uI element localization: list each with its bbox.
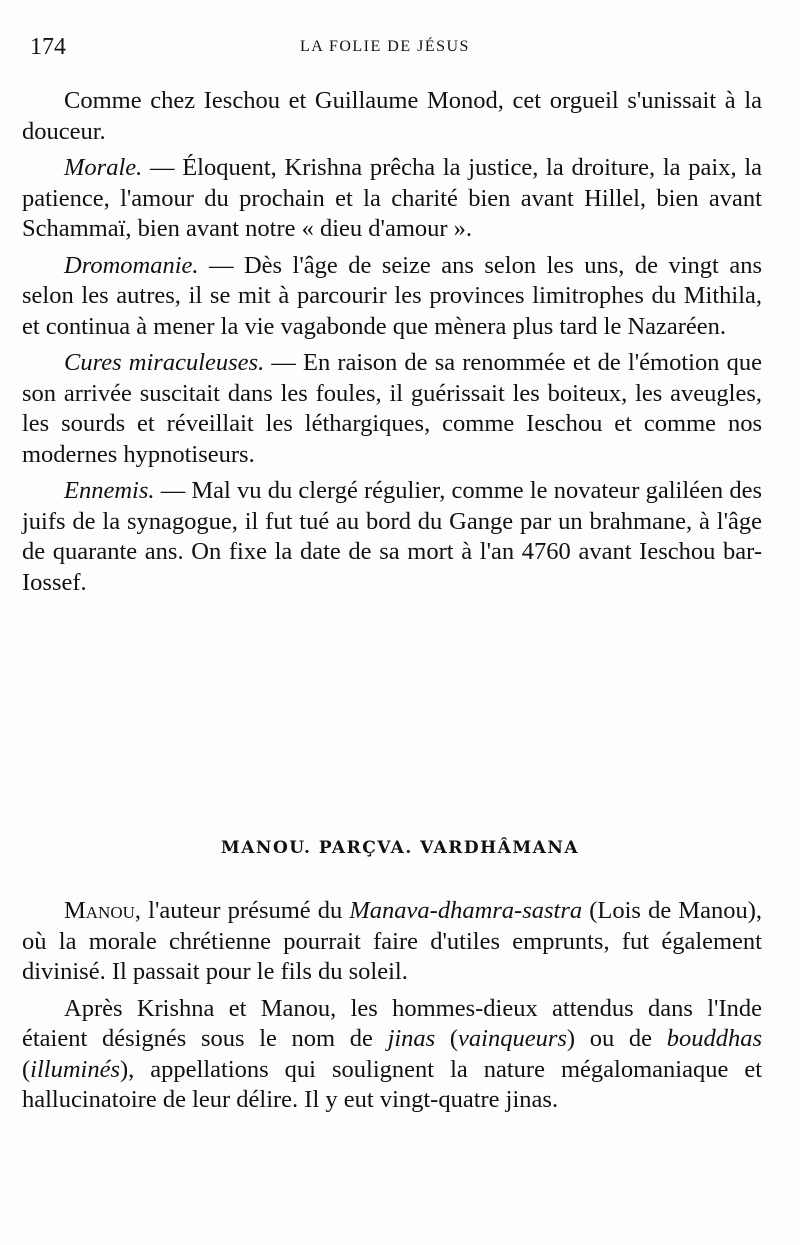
term-illumines: illuminés: [30, 1055, 121, 1083]
paragraph-cures: [22, 348, 762, 470]
page-number: 174: [30, 34, 66, 60]
apres-text-a: Après Krishna et Manou, les hommes-dieux attendus dans l'Inde étaient désignés sous le nom de: [22, 994, 762, 1052]
heading-morale: Morale.: [64, 154, 143, 181]
term-jinas: jinas: [387, 1025, 436, 1052]
heading-ennemis: Ennemis.: [64, 477, 155, 504]
term-bouddhas: bouddhas: [666, 1025, 762, 1052]
paragraph-dromomanie-text: — Dès l'âge de seize ans selon les uns, de vingt ans selon les autres, il se mit à parcourir les provinces limitrophes du Mithila, et continua à mener la vie vagabonde que mènera plus tard le Nazaréen.: [22, 251, 762, 340]
heading-dromomanie: Dromomanie.: [64, 251, 199, 279]
paragraph-orgueil-text: Comme chez Ieschou et Guillaume Monod, cet orgueil s'unissait à la douceur.: [22, 87, 762, 145]
running-title: LA FOLIE DE JÉSUS: [300, 38, 470, 55]
paragraph-dromomanie: [22, 251, 762, 343]
apres-text-b: (: [435, 1025, 459, 1052]
heading-cures: Cures miraculeuses.: [64, 349, 265, 376]
paragraph-orgueil: [22, 86, 762, 147]
manou-text-a: , l'auteur présumé du: [134, 897, 350, 924]
paragraph-cures-text: — En raison de sa renommée et de l'émotion que son arrivée suscitait dans les foules, il guérissait les boiteux, les aveugles, les sourds et réveillait les léthargiques, comme Ieschou et comme nos modernes hypnotiseurs.: [22, 349, 762, 468]
lower-text-block: [22, 896, 762, 1116]
section-title: MANOU. PARÇVA. VARDHÂMANA: [220, 838, 580, 858]
paragraph-ennemis-text: — Mal vu du clergé régulier, comme le novateur galiléen des juifs de la synagogue, il fut tué au bord du Gange par un brahmane, à l'âge de quarante ans. On fixe la date de sa mort à l'an 4760 avant Ieschou bar-Iossef.: [22, 477, 762, 596]
paragraph-manou: [22, 896, 762, 988]
apres-text-e: ), appellations qui soulignent la nature mégalomaniaque et hallucinatoire de leur délire. Il y eut vingt-quatre jinas.: [22, 1055, 762, 1113]
paragraph-ennemis: [22, 476, 762, 598]
running-head: [30, 34, 770, 64]
paragraph-jinas: [22, 994, 762, 1116]
paragraph-morale-text: — Éloquent, Krishna prêcha la justice, la droiture, la paix, la patience, l'amour du prochain et la charité bien avant Hillel, bien avant Schammaï, bien avant notre « dieu d'amour ».: [22, 154, 762, 242]
apres-text-c: ) ou de: [566, 1025, 667, 1052]
term-vainqueurs: vainqueurs: [458, 1025, 567, 1052]
paragraph-morale: [22, 153, 762, 245]
manou-text-b: (Lois de Manou), où la morale chrétienne pourrait faire d'utiles emprunts, fut également divinisé. Il passait pour le fils du soleil.: [22, 897, 762, 985]
upper-text-block: [22, 86, 762, 598]
manou-name: Manou: [64, 897, 135, 924]
manou-work-title: Manava-dhamra-sastra: [349, 897, 583, 924]
apres-text-d: (: [22, 1055, 31, 1083]
